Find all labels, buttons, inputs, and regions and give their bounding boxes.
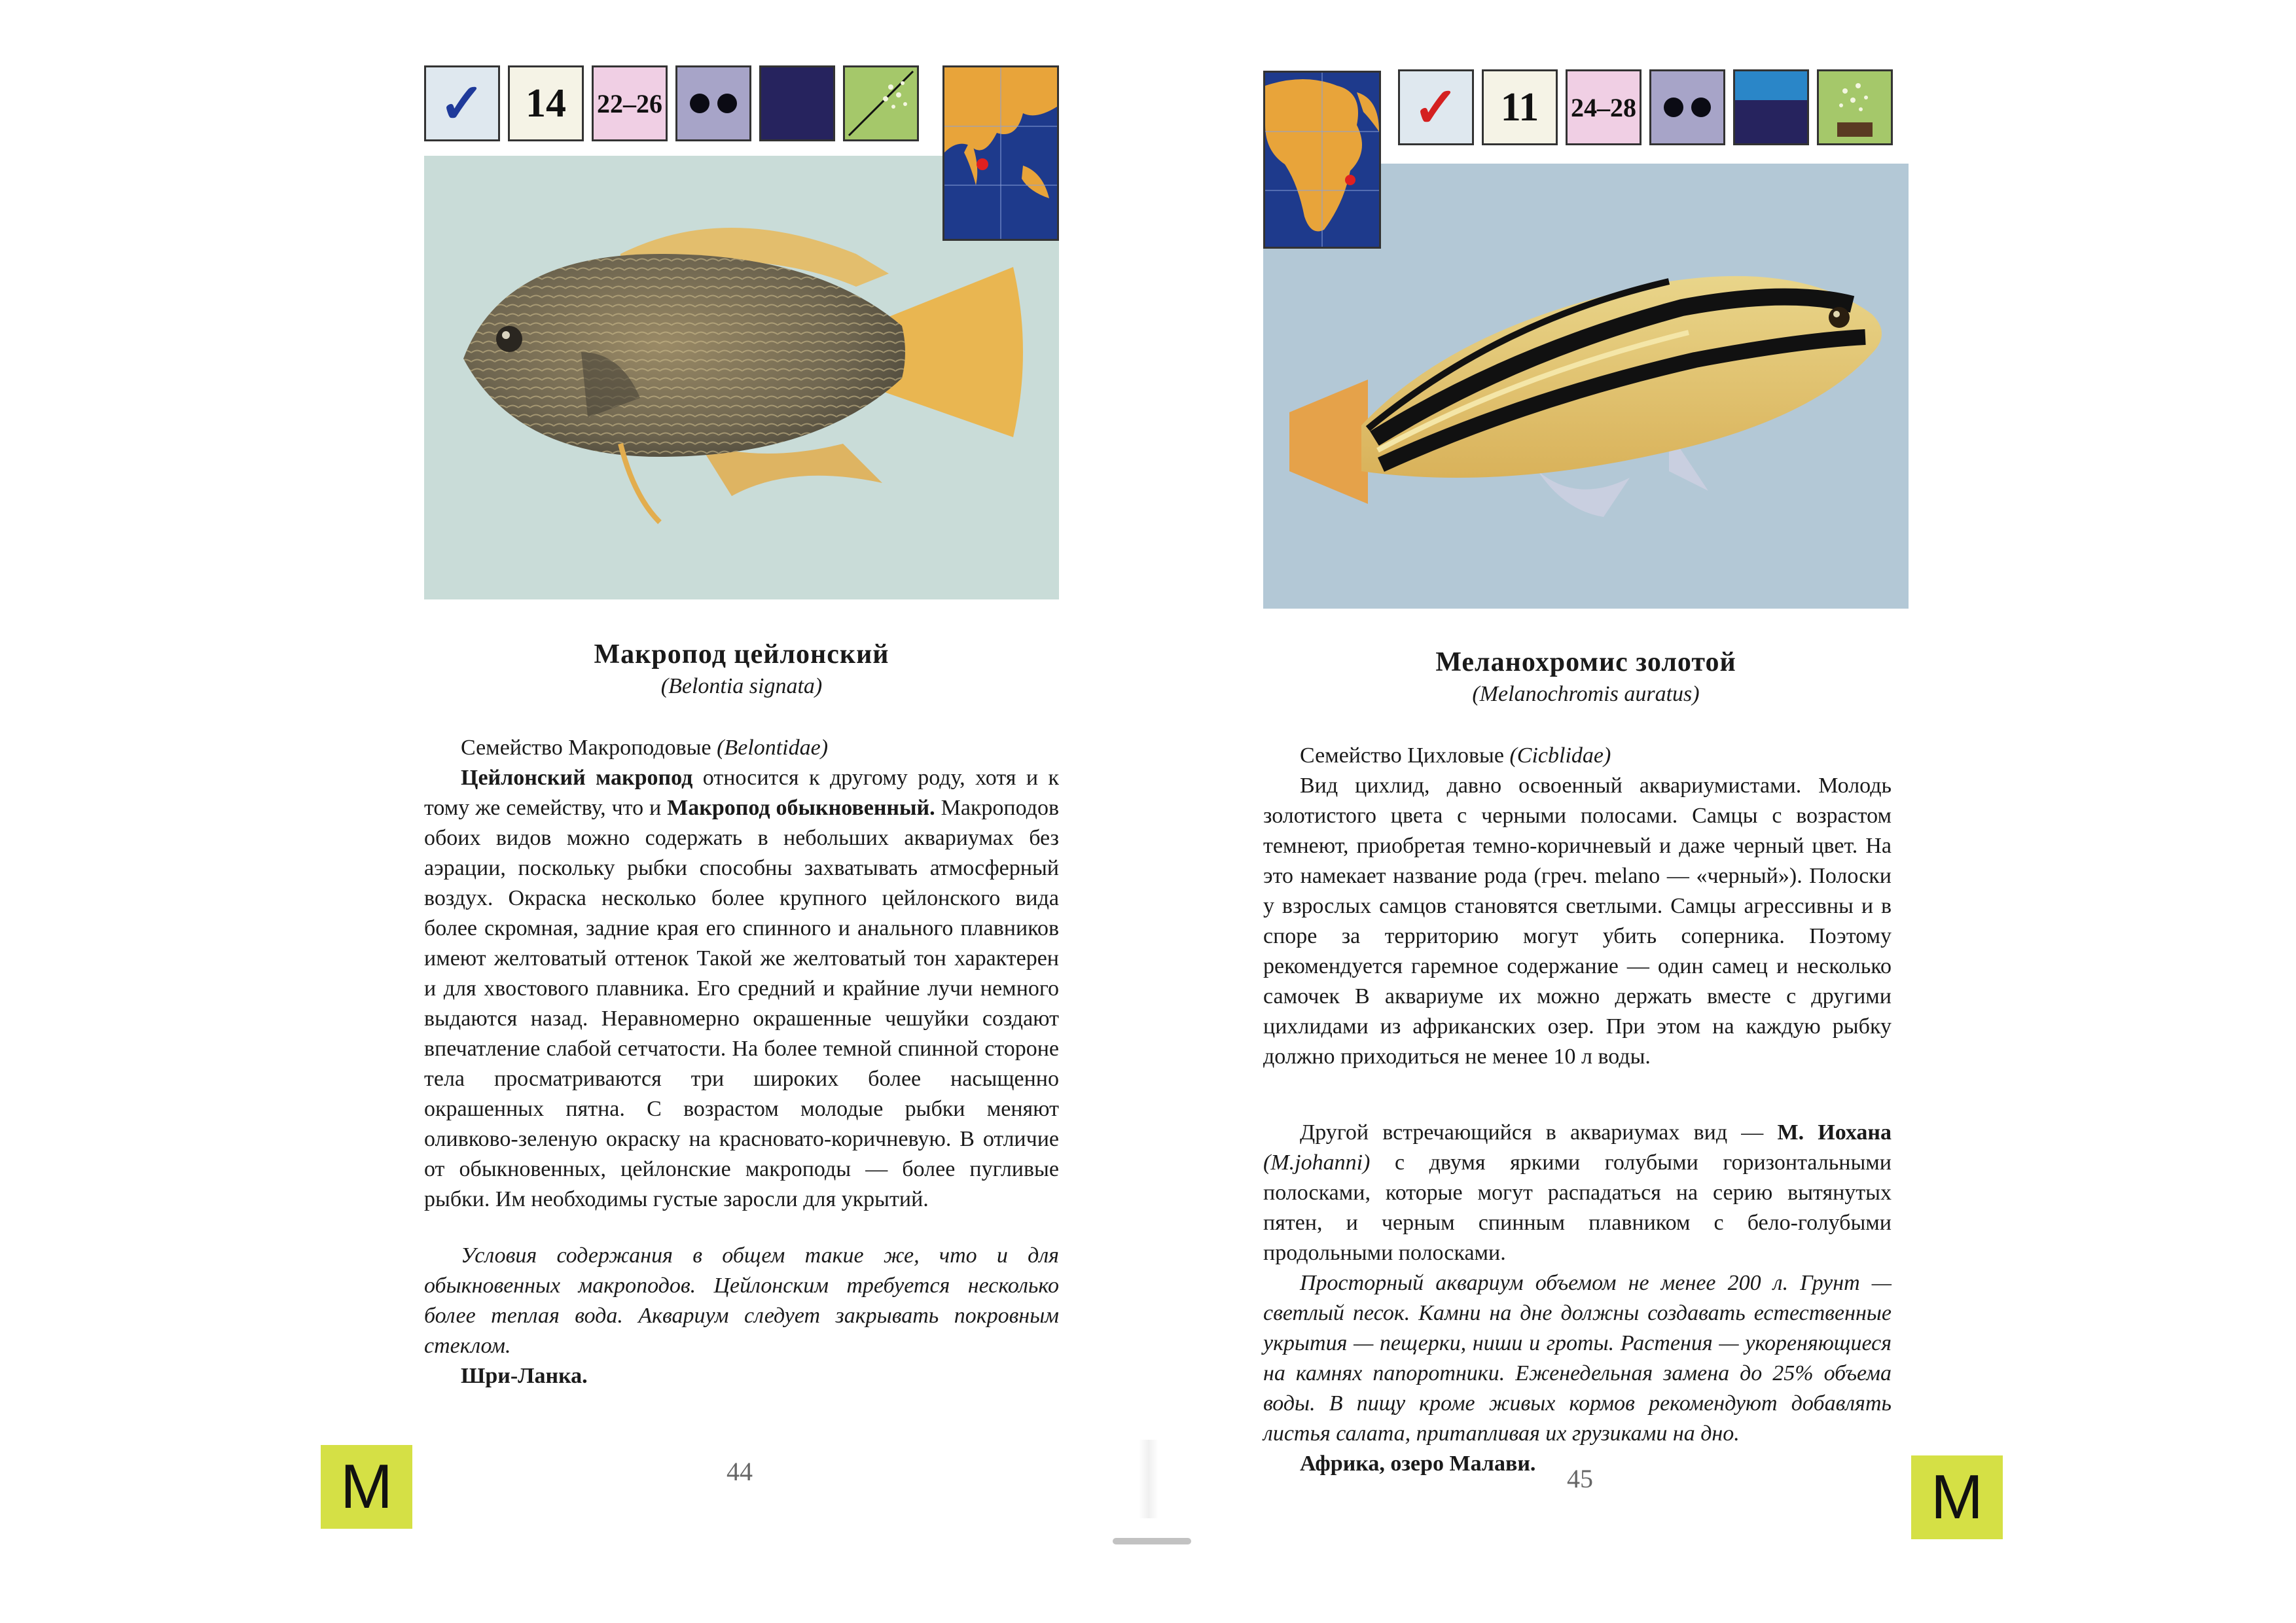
suitability-check-icon: ✓ — [1398, 69, 1474, 145]
species-latin-name: (Belontia signata) — [660, 674, 823, 698]
distribution-map-south-asia — [942, 65, 1059, 241]
description-paragraph: Вид цихлид, давно освоенный аквариумистами. Молодь золотистого цвета с черными полосами. Самцы с возрастом темнеют, приобретая темно-коричневый и даже черный цвет. На это намекает название рода (греч. melano — «черный»). Полоски у взрослых самцов становятся светлыми. Самцы агрессивны и в споре за территорию могут убить соперника. Поэтому рекомендуется гаремное содержание — один самец и несколько самочек В аквариуме их можно держать вместе с другими цихлидами из африканских озер. При этом на каждую рыбку должно приходиться не менее 10 л воды. — [1263, 774, 1892, 1069]
family-line: Семейство Цихловые (Cicblidae) — [1300, 743, 1611, 768]
water-level-icon — [759, 65, 835, 141]
habitat-region: Шри-Ланка. — [461, 1364, 588, 1388]
distribution-map-africa — [1263, 71, 1381, 249]
species-description — [424, 733, 1059, 1391]
binding-mark — [1113, 1538, 1191, 1544]
book-gutter — [1139, 1440, 1158, 1518]
temperature-icon: 22–26 — [592, 65, 668, 141]
behaviour-dots-icon — [675, 65, 751, 141]
page-number: 44 — [726, 1457, 753, 1486]
substrate-stones-icon — [1817, 69, 1893, 145]
water-level-icon — [1733, 69, 1809, 145]
section-tab-m: M — [1911, 1455, 2003, 1539]
suitability-check-icon: ✓ — [424, 65, 500, 141]
related-species-paragraph: Другой встречающийся в аквариумах вид — М. Иохана (M.johanni) с двумя яркими голубыми горизонтальными полосками, которые могут распадаться на серию вытянутых пятен, и черным спинным плавником с бело-голубыми продольными полосками. — [1263, 1120, 1892, 1265]
care-conditions: Условия содержания в общем такие же, что и для обыкновенных макроподов. Цейлонским требуется несколько более теплая вода. Аквариум следует закрывать покровным стеклом. — [424, 1243, 1059, 1358]
fish-size-icon: 14 — [508, 65, 584, 141]
species-title: Меланохромис золотой — [1435, 647, 1736, 677]
habitat-region: Африка, озеро Малави. — [1300, 1452, 1536, 1476]
family-line: Семейство Макроподовые (Belontidae) — [461, 736, 829, 760]
species-title: Макропод цейлонский — [594, 639, 889, 669]
fish-size-icon: 11 — [1482, 69, 1558, 145]
care-conditions: Просторный аквариум объемом не менее 200 л. Грунт — светлый песок. Камни на дне должны создавать естественные укрытия — пещерки, ниши и гроты. Растения — укореняющиеся на камнях папоротники. Еженедельная замена до 25% объема воды. В пищу кроме живых кормов рекомендуют добавлять листья салата, притапливая их грузиками на дно. — [1263, 1271, 1892, 1446]
page-number: 45 — [1567, 1464, 1593, 1493]
section-tab-m: M — [321, 1445, 412, 1529]
species-latin-name: (Melanochromis auratus) — [1472, 682, 1700, 706]
description-paragraph: Цейлонский макропод относится к другому роду, хотя и к тому же семейству, что и Макропод обыкновенный. Макроподов обоих видов можно содержать в небольших аквариумах без аэрации, поскольку рыбки способны захватывать атмосферный воздух. Окраска несколько более крупного цейлонского вида более скромная, задние края его спинного и анального плавников имеют желтоватый оттенок Такой же желтоватый тон характерен и для хвостового плавника. Его средний и крайние лучи немного выдаются назад. Неравномерно окрашенные чешуйки создают впечатление слабой сетчатости. На более темной спинной стороне тела просматриваются три широких более насыщенно окрашенных пятна. С возрастом молодые рыбки меняют оливково-зеленую окраску на красновато-коричневую. В отличие от обыкновенных, цейлонские макроподы — более пугливые рыбки. Им необходимы густые заросли для укрытий. — [424, 766, 1060, 1211]
behaviour-dots-icon — [1649, 69, 1725, 145]
species-description — [1263, 741, 1892, 1479]
temperature-icon: 24–28 — [1566, 69, 1641, 145]
plants-icon — [843, 65, 919, 141]
